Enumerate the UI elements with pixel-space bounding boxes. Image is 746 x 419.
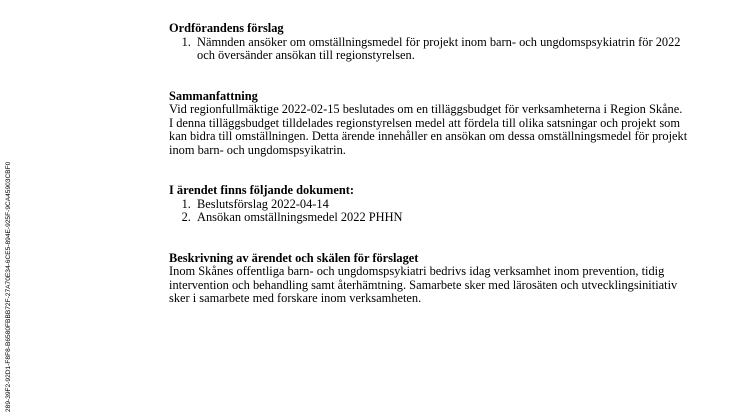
description-text: Inom Skånes offentliga barn- och ungdomspsykiatri bedrivs idag verksamhet inom prevention, tidig intervention och behandling samt återhämtning. Samarbete sker med lärosäten och utvecklingsinitiativ sker i samarbete med forskare inom verksamheten. xyxy=(169,264,678,305)
description-heading: Beskrivning av ärendet och skälen för förslaget xyxy=(169,250,419,265)
documents-heading: I ärendet finns följande dokument: xyxy=(169,183,354,197)
proposal-item: 1. Nämnden ansöker om omställningsmedel för projekt inom barn- och ungdomspsykiatrin för 2022 och översänder ansökan till regionstyrelsen. xyxy=(194,36,689,63)
proposal-list xyxy=(169,36,689,63)
document-body xyxy=(169,22,689,306)
section-summary xyxy=(169,90,689,158)
documents-item: 1. Beslutsförslag 2022-04-14 xyxy=(194,198,689,212)
section-documents xyxy=(169,184,689,225)
section-description xyxy=(169,252,689,306)
documents-list xyxy=(169,198,689,225)
summary-text: Vid regionfullmäktige 2022-02-15 beslutades om en tilläggsbudget för verksamheterna i Region Skåne. I denna tilläggsbudget tilldelades regionstyrelsen medel att fördela till olika satsningar och projekt som kan bidra till omställningen. Detta ärende innehåller en ansökan om dessa omställningsmedel för projekt inom barn- och ungdomspsyikatrin. xyxy=(169,102,688,157)
proposal-heading: Ordförandens förslag xyxy=(169,21,284,35)
section-proposal xyxy=(169,22,689,63)
summary-heading: Sammanfattning xyxy=(169,88,258,103)
documents-item: 2. Ansökan omställningsmedel 2022 PHHN xyxy=(194,211,689,225)
document-id-sidebar: 289-39F2-92D1-F8F8-B6580FBBB72F-27A70E34-6CE5-894E-925F-9CA45903CBF0 xyxy=(5,161,12,412)
